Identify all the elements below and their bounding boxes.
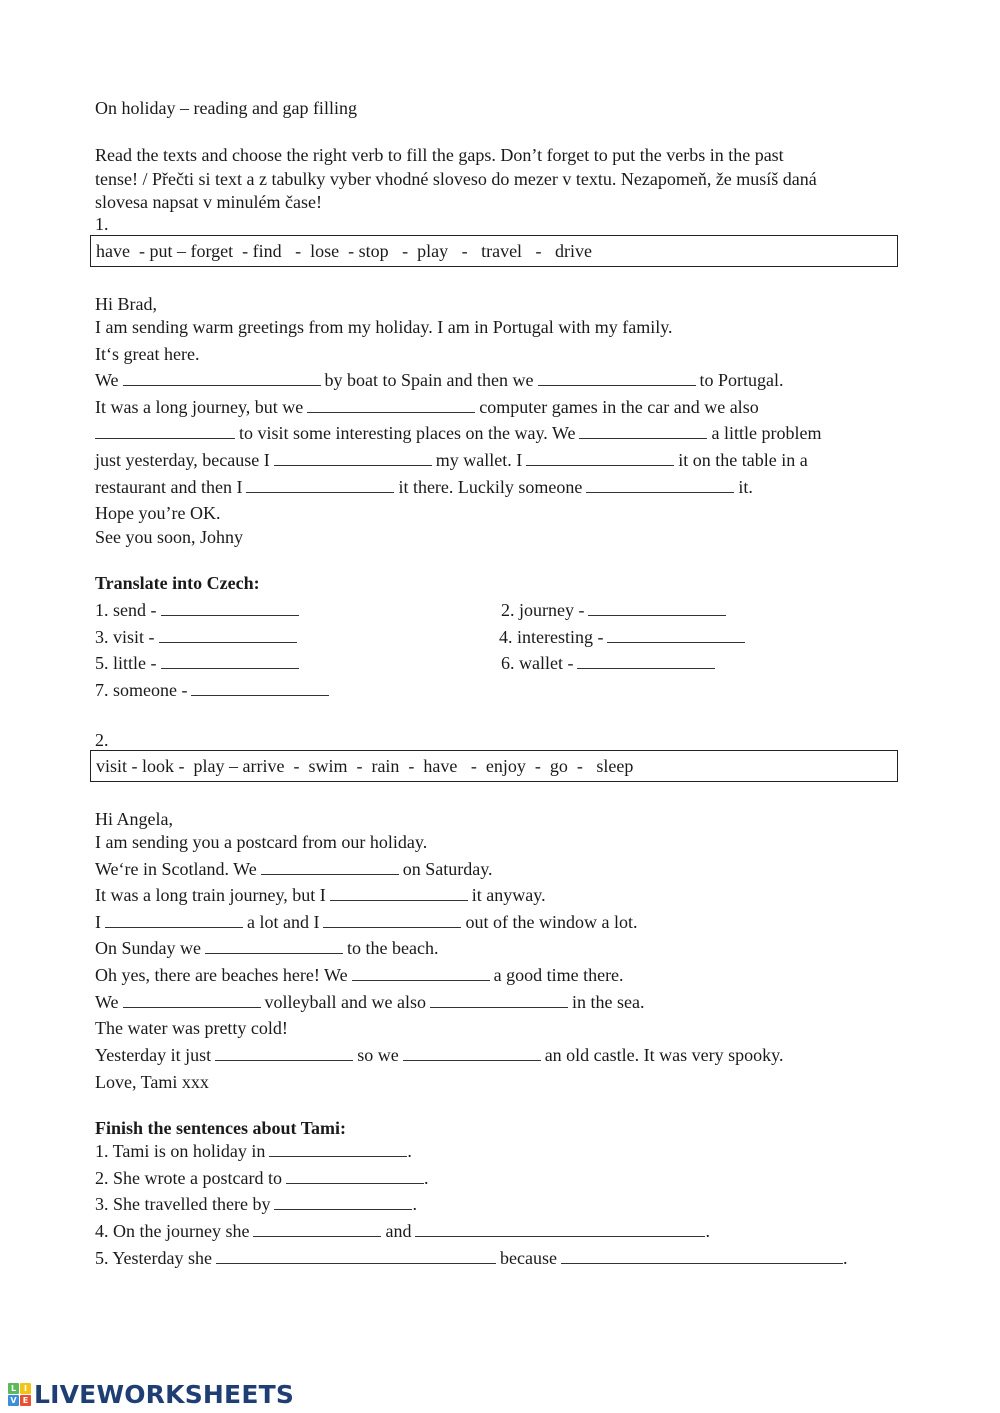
- text: and: [385, 1221, 412, 1241]
- text: it there. Luckily someone: [398, 477, 583, 497]
- gap-input[interactable]: [577, 652, 715, 669]
- text: It was a long journey, but we: [95, 397, 304, 417]
- letter-1-line: It‘s great here.: [95, 344, 200, 364]
- gap-input[interactable]: [123, 369, 321, 386]
- text: 7. someone -: [95, 680, 188, 700]
- text: 4. interesting -: [499, 627, 604, 647]
- exercise-1-number: 1.: [95, 214, 109, 234]
- translate-item: [501, 652, 719, 674]
- text: Oh yes, there are beaches here! We: [95, 965, 348, 985]
- text: .: [423, 1168, 429, 1188]
- gap-input[interactable]: [253, 1220, 381, 1237]
- letter-2-line: [95, 991, 645, 1013]
- finish-sentence: [95, 1193, 417, 1215]
- finish-sentence: [95, 1247, 847, 1269]
- finish-sentence: [95, 1167, 428, 1189]
- exercise-2-number: 2.: [95, 730, 109, 750]
- page-title: On holiday – reading and gap filling: [95, 98, 357, 118]
- logo-icon: [8, 1383, 31, 1406]
- gap-input[interactable]: [352, 964, 490, 981]
- text: a little problem: [711, 423, 822, 443]
- logo-square-i: I: [20, 1383, 31, 1394]
- translate-item: [95, 679, 333, 701]
- gap-input[interactable]: [323, 911, 461, 928]
- text: an old castle. It was very spooky.: [544, 1045, 784, 1065]
- letter-2-line: [95, 1044, 783, 1066]
- instructions-line-2: tense! / Přečti si text a z tabulky vyber vhodné sloveso do mezer v textu. Nezapomeň, že musíš daná: [95, 169, 817, 189]
- word-box-1-text: have - put – forget - find - lose - stop - play - travel - drive: [96, 241, 593, 261]
- letter-2-line: The water was pretty cold!: [95, 1018, 288, 1038]
- letter-2-line: [95, 858, 493, 880]
- text: it.: [738, 477, 753, 497]
- translate-item: [499, 626, 749, 648]
- text: 1. Tami is on holiday in: [95, 1141, 266, 1161]
- gap-input[interactable]: [274, 1193, 412, 1210]
- word-box-1: [90, 235, 898, 267]
- instructions-line-1: Read the texts and choose the right verb to fill the gaps. Don’t forget to put the verbs in the past: [95, 145, 784, 165]
- gap-input[interactable]: [246, 476, 394, 493]
- text: it on the table in a: [678, 450, 808, 470]
- gap-input[interactable]: [330, 884, 468, 901]
- text: computer games in the car and we also: [479, 397, 759, 417]
- letter-2-greeting: Hi Angela,: [95, 809, 173, 829]
- text: We: [95, 992, 119, 1012]
- gap-input[interactable]: [307, 396, 475, 413]
- letter-1-line: I am sending warm greetings from my holiday. I am in Portugal with my family.: [95, 317, 673, 337]
- gap-input[interactable]: [215, 1044, 353, 1061]
- gap-input[interactable]: [403, 1044, 541, 1061]
- text: a lot and I: [247, 912, 320, 932]
- finish-heading: Finish the sentences about Tami:: [95, 1118, 347, 1138]
- logo-square-l: L: [8, 1383, 19, 1394]
- letter-1-line: [95, 396, 759, 418]
- letter-1-line: [95, 449, 808, 471]
- text: On Sunday we: [95, 938, 201, 958]
- gap-input[interactable]: [216, 1247, 496, 1264]
- finish-sentence: [95, 1140, 412, 1162]
- text: .: [412, 1194, 417, 1214]
- text: in the sea.: [572, 992, 645, 1012]
- letter-1-greeting: Hi Brad,: [95, 294, 157, 314]
- logo-square-v: V: [8, 1395, 19, 1406]
- gap-input[interactable]: [561, 1247, 843, 1264]
- gap-input[interactable]: [161, 652, 299, 669]
- text: volleyball and we also: [264, 992, 427, 1012]
- text: by boat to Spain and then we: [324, 370, 534, 390]
- text: to visit some interesting places on the way. We: [239, 423, 576, 443]
- instructions-line-3: slovesa napsat v minulém čase!: [95, 192, 322, 212]
- text: 3. She travelled there by: [95, 1194, 271, 1214]
- text: so we: [357, 1045, 399, 1065]
- text: 3. visit -: [95, 627, 155, 647]
- text: 5. little -: [95, 653, 157, 673]
- text: because: [500, 1248, 557, 1268]
- gap-input[interactable]: [607, 626, 745, 643]
- text: a good time there.: [493, 965, 624, 985]
- gap-input[interactable]: [161, 599, 299, 616]
- letter-2-line: [95, 911, 637, 933]
- text: 6. wallet -: [501, 653, 574, 673]
- translate-item: [501, 599, 730, 621]
- gap-input[interactable]: [269, 1140, 407, 1157]
- translate-item: [95, 599, 303, 621]
- gap-input[interactable]: [159, 626, 297, 643]
- text: 5. Yesterday she: [95, 1248, 212, 1268]
- gap-input[interactable]: [538, 369, 696, 386]
- text: Yesterday it just: [95, 1045, 212, 1065]
- gap-input[interactable]: [274, 449, 432, 466]
- gap-input[interactable]: [430, 991, 568, 1008]
- letter-1-line: Hope you’re OK.: [95, 503, 221, 523]
- letter-1-line: [95, 476, 753, 498]
- text: .: [842, 1248, 848, 1268]
- gap-input[interactable]: [205, 937, 343, 954]
- letter-2-line: I am sending you a postcard from our holiday.: [95, 832, 428, 852]
- liveworksheets-logo: [8, 1381, 294, 1407]
- letter-2-line: [95, 937, 438, 959]
- gap-input[interactable]: [588, 599, 726, 616]
- gap-input[interactable]: [415, 1220, 705, 1237]
- word-box-2-text: visit - look - play – arrive - swim - rain - have - enjoy - go - sleep: [96, 756, 634, 776]
- finish-sentence: [95, 1220, 710, 1242]
- logo-text: LIVEWORKSHEETS: [34, 1379, 295, 1409]
- translate-item: [95, 626, 301, 648]
- text: We‘re in Scotland. We: [95, 859, 257, 879]
- logo-square-e: E: [20, 1395, 31, 1406]
- text: 1. send -: [95, 600, 157, 620]
- letter-2-signature: Love, Tami xxx: [95, 1072, 209, 1092]
- gap-input[interactable]: [579, 422, 707, 439]
- text: 4. On the journey she: [95, 1221, 250, 1241]
- text: 2. She wrote a postcard to: [95, 1168, 282, 1188]
- text: I: [95, 912, 101, 932]
- letter-2-line: [95, 964, 624, 986]
- gap-input[interactable]: [261, 858, 399, 875]
- gap-input[interactable]: [526, 449, 674, 466]
- letter-1-line: [95, 422, 821, 444]
- text: .: [705, 1221, 710, 1241]
- gap-input[interactable]: [123, 991, 261, 1008]
- gap-input[interactable]: [191, 679, 329, 696]
- text: out of the window a lot.: [465, 912, 638, 932]
- translate-item: [95, 652, 303, 674]
- letter-1-line: [95, 369, 784, 391]
- text: .: [407, 1141, 412, 1161]
- letter-2-line: [95, 884, 546, 906]
- text: We: [95, 370, 119, 390]
- gap-input[interactable]: [586, 476, 734, 493]
- text: 2. journey -: [501, 600, 585, 620]
- text: it anyway.: [471, 885, 546, 905]
- text: to the beach.: [347, 938, 439, 958]
- text: It was a long train journey, but I: [95, 885, 326, 905]
- gap-input[interactable]: [286, 1167, 424, 1184]
- text: on Saturday.: [402, 859, 493, 879]
- text: to Portugal.: [699, 370, 784, 390]
- translate-heading: Translate into Czech:: [95, 573, 260, 593]
- text: just yesterday, because I: [95, 450, 270, 470]
- letter-1-signature: See you soon, Johny: [95, 527, 243, 547]
- text: restaurant and then I: [95, 477, 243, 497]
- gap-input[interactable]: [105, 911, 243, 928]
- text: my wallet. I: [435, 450, 523, 470]
- word-box-2: [90, 750, 898, 782]
- gap-input[interactable]: [95, 422, 235, 439]
